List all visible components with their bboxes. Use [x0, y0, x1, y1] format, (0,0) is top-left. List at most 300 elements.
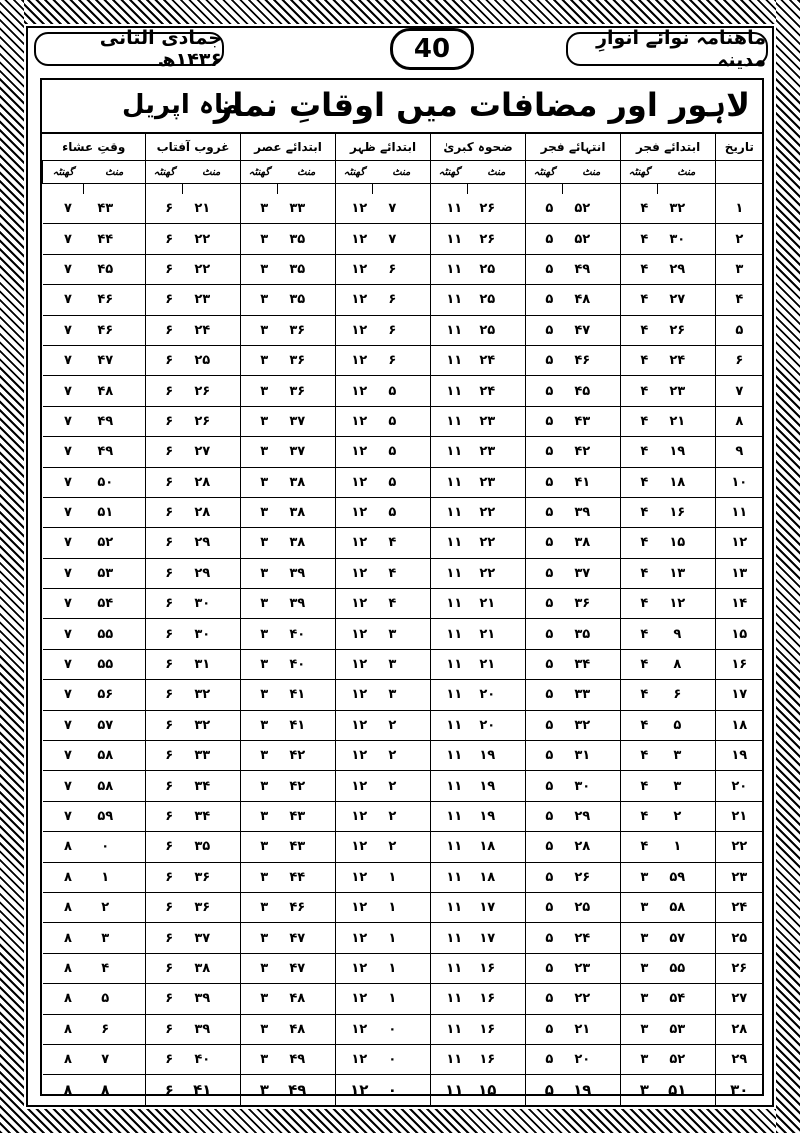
hour-cell: ۵	[526, 984, 563, 1014]
hour-cell: ۱۱	[431, 680, 468, 710]
minute-cell: ۳۲	[183, 680, 241, 710]
minute-cell: ۲۱	[468, 649, 526, 679]
minute-cell: ۳۵	[278, 285, 336, 315]
hour-cell: ۳	[621, 1044, 658, 1074]
hour-cell: ۵	[526, 892, 563, 922]
minute-cell: ۳	[373, 619, 431, 649]
hour-cell: ۱۲	[336, 406, 373, 436]
hour-cell: ۱۱	[431, 741, 468, 771]
minute-cell: ۴۹	[278, 1044, 336, 1074]
minute-cell: ۲۸	[563, 832, 621, 862]
hour-cell: ۱۱	[431, 1075, 468, 1105]
minute-cell: ۱	[658, 832, 716, 862]
hour-cell: ۴	[621, 497, 658, 527]
hour-cell: ۸	[43, 923, 84, 953]
hour-cell: ۱۱	[431, 619, 468, 649]
hour-cell: ۷	[43, 345, 84, 375]
table-row	[43, 558, 763, 588]
hour-cell: ۵	[526, 619, 563, 649]
minute-cell: ۲۸	[183, 467, 241, 497]
minute-cell: ۴۴	[84, 224, 146, 254]
minute-cell: ۴۹	[84, 406, 146, 436]
hour-cell: ۳	[241, 589, 278, 619]
unit-hour: گھنٹہ	[336, 161, 373, 184]
ornamental-border-right	[776, 0, 800, 1133]
hour-cell: ۶	[146, 589, 183, 619]
hour-cell: ۶	[146, 558, 183, 588]
minute-cell: ۴۵	[563, 376, 621, 406]
table-row	[43, 649, 763, 679]
date-cell: ۲۱	[716, 801, 763, 831]
unit-hour: گھنٹہ	[431, 161, 468, 184]
table-row	[43, 376, 763, 406]
hour-cell: ۱۲	[336, 741, 373, 771]
minute-cell: ۲۸	[183, 497, 241, 527]
minute-cell: ۴۳	[278, 801, 336, 831]
hour-cell: ۷	[43, 406, 84, 436]
hour-cell: ۳	[621, 892, 658, 922]
minute-cell: ۲۳	[563, 953, 621, 983]
minute-cell: ۳۴	[183, 801, 241, 831]
hour-cell: ۶	[146, 619, 183, 649]
minute-cell: ۲	[373, 741, 431, 771]
hour-cell: ۸	[43, 1014, 84, 1044]
hour-cell: ۷	[43, 649, 84, 679]
minute-cell: ۲۶	[468, 194, 526, 224]
ornamental-border-top	[0, 0, 800, 24]
hour-cell: ۶	[146, 1014, 183, 1044]
prayer-times-panel	[40, 78, 764, 1100]
minute-cell: ۴۲	[278, 741, 336, 771]
table-row	[43, 497, 763, 527]
hour-cell: ۷	[43, 467, 84, 497]
unit-minute: منٹ	[563, 161, 621, 184]
col-zahwa: ضحوہ کبریٰ	[431, 134, 526, 161]
issue-date: جمادی الثانی ۱۴۳۶ھ	[34, 32, 224, 66]
minute-cell: ۴	[373, 589, 431, 619]
minute-cell: ۱۶	[468, 1014, 526, 1044]
date-cell: ۲	[716, 224, 763, 254]
hour-cell: ۳	[241, 953, 278, 983]
minute-cell: ۴۹	[288, 1081, 307, 1100]
minute-cell: ۴۱	[193, 1081, 212, 1100]
hour-cell: ۴	[621, 467, 658, 497]
minute-cell: ۵	[373, 437, 431, 467]
minute-cell: ۲۲	[468, 558, 526, 588]
hour-cell: ۷	[43, 589, 84, 619]
minute-cell: ۲۹	[658, 254, 716, 284]
hour-cell: ۶	[146, 406, 183, 436]
col-asr: ابتدائے عصر	[241, 134, 336, 161]
hour-cell: ۵	[526, 558, 563, 588]
hour-cell: ۳	[241, 345, 278, 375]
unit-header-row	[43, 161, 763, 184]
minute-cell: ۳۹	[183, 984, 241, 1014]
hour-cell: ۶	[146, 984, 183, 1014]
minute-cell: ۱۹	[468, 741, 526, 771]
minute-cell: ۲۱	[658, 406, 716, 436]
hour-cell: ۸	[63, 1081, 73, 1100]
ornamental-border-bottom	[0, 1109, 800, 1133]
hour-cell: ۱۲	[336, 801, 373, 831]
hour-cell: ۱۲	[336, 892, 373, 922]
hour-cell: ۶	[146, 224, 183, 254]
minute-cell: ۵۲	[84, 528, 146, 558]
minute-cell: ۲۲	[183, 224, 241, 254]
minute-cell: ۱۲	[658, 589, 716, 619]
minute-cell: ۴۸	[563, 285, 621, 315]
hour-cell: ۱۱	[431, 984, 468, 1014]
minute-cell: ۲۹	[563, 801, 621, 831]
table-row	[43, 589, 763, 619]
hour-cell: ۶	[146, 741, 183, 771]
minute-cell: ۲۰	[563, 1044, 621, 1074]
minute-cell: ۲۶	[563, 862, 621, 892]
hour-cell: ۳	[241, 254, 278, 284]
minute-cell: ۱۶	[468, 1044, 526, 1074]
minute-cell: ۲۳	[468, 406, 526, 436]
date-cell: ۱۳	[716, 558, 763, 588]
hour-cell: ۱۲	[336, 497, 373, 527]
minute-cell: ۴۳	[563, 406, 621, 436]
minute-cell: ۶	[373, 254, 431, 284]
minute-cell: ۳۲	[183, 710, 241, 740]
minute-cell: ۲۲	[183, 254, 241, 284]
hour-cell: ۳	[241, 1044, 278, 1074]
minute-cell: ۲۴	[658, 345, 716, 375]
hour-cell: ۱۱	[431, 285, 468, 315]
hour-cell: ۶	[146, 1044, 183, 1074]
minute-cell: ۳۹	[563, 497, 621, 527]
minute-cell: ۶	[84, 1014, 146, 1044]
hour-cell: ۸	[43, 953, 84, 983]
minute-cell: ۴۹	[84, 437, 146, 467]
hour-cell: ۷	[43, 741, 84, 771]
hour-cell: ۱۱	[431, 801, 468, 831]
date-cell: ۱۵	[716, 619, 763, 649]
hour-cell: ۳	[241, 376, 278, 406]
minute-cell: ۵۴	[658, 984, 716, 1014]
hour-cell: ۱۱	[431, 1044, 468, 1074]
hour-cell: ۶	[146, 1075, 183, 1105]
hour-cell: ۶	[146, 710, 183, 740]
minute-cell: ۵۳	[658, 1014, 716, 1044]
hour-cell: ۶	[146, 285, 183, 315]
minute-cell: ۲	[373, 832, 431, 862]
minute-cell: ۷	[373, 224, 431, 254]
hour-cell: ۳	[241, 892, 278, 922]
minute-cell: ۱۹	[658, 437, 716, 467]
hour-cell: ۵	[526, 1014, 563, 1044]
hour-cell: ۱۱	[431, 923, 468, 953]
minute-cell: ۴	[373, 528, 431, 558]
hour-cell: ۱۱	[431, 376, 468, 406]
hour-cell: ۶	[146, 892, 183, 922]
minute-cell: ۲۶	[183, 376, 241, 406]
minute-cell: ۴۱	[563, 467, 621, 497]
hour-cell: ۴	[621, 771, 658, 801]
hour-cell: ۱۲	[336, 680, 373, 710]
minute-cell: ۴۲	[278, 771, 336, 801]
minute-cell: ۳۷	[278, 437, 336, 467]
minute-cell: ۲۴	[563, 923, 621, 953]
hour-cell: ۴	[621, 832, 658, 862]
minute-cell: ۳۰	[563, 771, 621, 801]
minute-cell: ۵۹	[84, 801, 146, 831]
table-row	[43, 315, 763, 345]
hour-cell: ۵	[526, 528, 563, 558]
hour-cell: ۱۱	[431, 194, 468, 224]
hour-cell: ۵	[526, 224, 563, 254]
hour-cell: ۱۱	[431, 649, 468, 679]
minute-cell: ۱۶	[658, 497, 716, 527]
minute-cell: ۳۶	[278, 315, 336, 345]
prayer-times-body	[43, 184, 763, 1105]
table-row	[43, 892, 763, 922]
hour-cell: ۳	[621, 862, 658, 892]
hour-cell: ۸	[43, 984, 84, 1014]
hour-cell: ۷	[43, 285, 84, 315]
minute-cell: ۳۸	[183, 953, 241, 983]
unit-minute: منٹ	[658, 161, 716, 184]
hour-cell: ۳	[241, 710, 278, 740]
minute-cell: ۳۸	[278, 467, 336, 497]
hour-cell: ۵	[526, 285, 563, 315]
hour-cell: ۴	[621, 680, 658, 710]
hour-cell: ۱۲	[336, 376, 373, 406]
minute-cell: ۴	[84, 953, 146, 983]
minute-cell: ۹	[658, 619, 716, 649]
hour-cell: ۱۱	[431, 497, 468, 527]
prayer-times-table	[42, 134, 763, 1105]
minute-cell: ۵	[373, 406, 431, 436]
minute-cell: ۱	[373, 862, 431, 892]
minute-cell: ۵۲	[658, 1044, 716, 1074]
minute-cell: ۱۹	[468, 771, 526, 801]
minute-cell: ۵۰	[84, 467, 146, 497]
table-row	[43, 1014, 763, 1044]
unit-date-blank	[716, 161, 763, 184]
minute-cell: ۱	[373, 923, 431, 953]
hour-cell: ۵	[526, 862, 563, 892]
date-cell: ۱۹	[716, 741, 763, 771]
hour-cell: ۵	[526, 194, 563, 224]
minute-cell: ۲۷	[658, 285, 716, 315]
page-number: 40	[390, 28, 474, 70]
hour-cell: ۳	[621, 984, 658, 1014]
minute-cell: ۴۰	[278, 649, 336, 679]
minute-cell: ۴۳	[84, 194, 146, 224]
hour-cell: ۴	[621, 406, 658, 436]
hour-cell: ۱۱	[431, 832, 468, 862]
minute-cell: ۵۳	[84, 558, 146, 588]
hour-cell: ۶	[146, 345, 183, 375]
hour-cell: ۶	[146, 437, 183, 467]
unit-minute: منٹ	[183, 161, 241, 184]
minute-cell: ۳۶	[183, 862, 241, 892]
minute-cell: ۲۴	[468, 345, 526, 375]
minute-cell: ۲۳	[468, 467, 526, 497]
date-cell: ۸	[716, 406, 763, 436]
minute-cell: ۴۱	[278, 680, 336, 710]
month-label: ماہ اپریل	[122, 90, 240, 120]
hour-cell: ۶	[146, 680, 183, 710]
date-cell: ۱۶	[716, 649, 763, 679]
minute-cell: ۲۶	[658, 315, 716, 345]
hour-cell: ۶	[146, 832, 183, 862]
minute-cell: ۲۱	[563, 1014, 621, 1044]
hour-cell: ۷	[43, 619, 84, 649]
minute-cell: ۸	[658, 649, 716, 679]
minute-cell: ۲۹	[183, 558, 241, 588]
hour-cell: ۱۱	[431, 589, 468, 619]
table-row	[43, 619, 763, 649]
minute-cell: ۵	[373, 467, 431, 497]
table-row	[43, 467, 763, 497]
hour-cell: ۱۱	[431, 437, 468, 467]
minute-cell: ۴۸	[278, 1014, 336, 1044]
minute-cell: ۱۷	[468, 892, 526, 922]
unit-hour: گھنٹہ	[146, 161, 183, 184]
hour-cell: ۳	[241, 984, 278, 1014]
hour-cell: ۵	[526, 589, 563, 619]
minute-cell: ۲۱	[468, 589, 526, 619]
hour-cell: ۳	[241, 862, 278, 892]
minute-cell: ۲	[658, 801, 716, 831]
minute-cell: ۵۵	[658, 953, 716, 983]
hour-cell: ۳	[621, 1014, 658, 1044]
minute-cell: ۴۰	[183, 1044, 241, 1074]
minute-cell: ۶	[373, 285, 431, 315]
hour-cell: ۵	[526, 254, 563, 284]
hour-cell: ۴	[621, 285, 658, 315]
minute-cell: ۳	[658, 741, 716, 771]
column-header-row	[43, 134, 763, 161]
minute-cell: ۳۲	[563, 710, 621, 740]
hour-cell: ۴	[621, 741, 658, 771]
minute-cell: ۳۸	[278, 497, 336, 527]
minute-cell: ۳۷	[563, 558, 621, 588]
hour-cell: ۳	[241, 315, 278, 345]
minute-cell: ۱۵	[478, 1081, 497, 1100]
date-cell: ۱۱	[716, 497, 763, 527]
hour-cell: ۳	[241, 285, 278, 315]
minute-cell: ۶	[373, 345, 431, 375]
minute-cell: ۱۸	[468, 832, 526, 862]
table-row	[43, 680, 763, 710]
hour-cell: ۶	[146, 862, 183, 892]
hour-cell: ۵	[526, 345, 563, 375]
hour-cell: ۱۲	[336, 589, 373, 619]
hour-cell: ۱۱	[431, 528, 468, 558]
minute-cell: ۱۶	[468, 984, 526, 1014]
minute-cell: ۳۸	[563, 528, 621, 558]
minute-cell: ۱۸	[658, 467, 716, 497]
minute-cell: ۴۲	[563, 437, 621, 467]
col-fajr-start: ابتدائے فجر	[621, 134, 716, 161]
hour-cell: ۴	[621, 528, 658, 558]
minute-cell: ۲۴	[183, 315, 241, 345]
hour-cell: ۷	[43, 315, 84, 345]
date-cell: ۴	[716, 285, 763, 315]
hour-cell: ۳	[241, 467, 278, 497]
minute-cell: ۱۹	[468, 801, 526, 831]
date-cell: ۲۲	[716, 832, 763, 862]
hour-cell: ۱۲	[336, 528, 373, 558]
minute-cell: ۳۹	[278, 558, 336, 588]
hour-cell: ۷	[43, 224, 84, 254]
hour-cell: ۳	[241, 558, 278, 588]
date-cell: ۲۷	[716, 984, 763, 1014]
minute-cell: ۱	[373, 953, 431, 983]
hour-cell: ۱۱	[431, 710, 468, 740]
minute-cell: ۴۷	[278, 953, 336, 983]
hour-cell: ۱۱	[431, 315, 468, 345]
hour-cell: ۱۱	[431, 892, 468, 922]
minute-cell: ۱۸	[468, 862, 526, 892]
hour-cell: ۶	[146, 801, 183, 831]
minute-cell: ۰	[387, 1081, 397, 1100]
table-row	[43, 801, 763, 831]
hour-cell: ۳	[621, 923, 658, 953]
minute-cell: ۶	[658, 680, 716, 710]
hour-cell: ۳	[241, 649, 278, 679]
magazine-name: ماهنامہ نوائے انوارِ مدینہ	[566, 32, 768, 66]
minute-cell: ۳۰	[658, 224, 716, 254]
hour-cell: ۳	[241, 741, 278, 771]
table-row	[43, 194, 763, 224]
minute-cell: ۳	[658, 771, 716, 801]
minute-cell: ۵۸	[658, 892, 716, 922]
table-row	[43, 254, 763, 284]
date-cell: ۳۰	[716, 1075, 763, 1105]
minute-cell: ۴۰	[278, 619, 336, 649]
hour-cell: ۵	[526, 1075, 563, 1105]
minute-cell: ۲۴	[468, 376, 526, 406]
page-header	[28, 27, 768, 71]
minute-cell: ۲	[84, 892, 146, 922]
table-row	[43, 923, 763, 953]
minute-cell: ۳۵	[278, 254, 336, 284]
minute-cell: ۵۶	[84, 680, 146, 710]
date-cell: ۲۵	[716, 923, 763, 953]
minute-cell: ۵۹	[658, 862, 716, 892]
table-row	[43, 528, 763, 558]
minute-cell: ۳۶	[563, 589, 621, 619]
ornamental-border-left	[0, 0, 24, 1133]
minute-cell: ۴	[373, 558, 431, 588]
minute-cell: ۳۶	[278, 376, 336, 406]
hour-cell: ۵	[526, 741, 563, 771]
hour-cell: ۱۲	[336, 771, 373, 801]
unit-minute: منٹ	[84, 161, 146, 184]
date-cell: ۲۴	[716, 892, 763, 922]
minute-cell: ۴۸	[84, 376, 146, 406]
hour-cell: ۴	[621, 254, 658, 284]
minute-cell: ۲۳	[658, 376, 716, 406]
minute-cell: ۵۵	[84, 619, 146, 649]
minute-cell: ۴۵	[84, 254, 146, 284]
hour-cell: ۷	[43, 710, 84, 740]
hour-cell: ۱۲	[336, 467, 373, 497]
hour-cell: ۳	[241, 406, 278, 436]
hour-cell: ۱۲	[336, 649, 373, 679]
minute-cell: ۰	[84, 832, 146, 862]
hour-cell: ۵	[526, 771, 563, 801]
table-row	[43, 771, 763, 801]
hour-cell: ۶	[146, 953, 183, 983]
hour-cell: ۵	[526, 315, 563, 345]
